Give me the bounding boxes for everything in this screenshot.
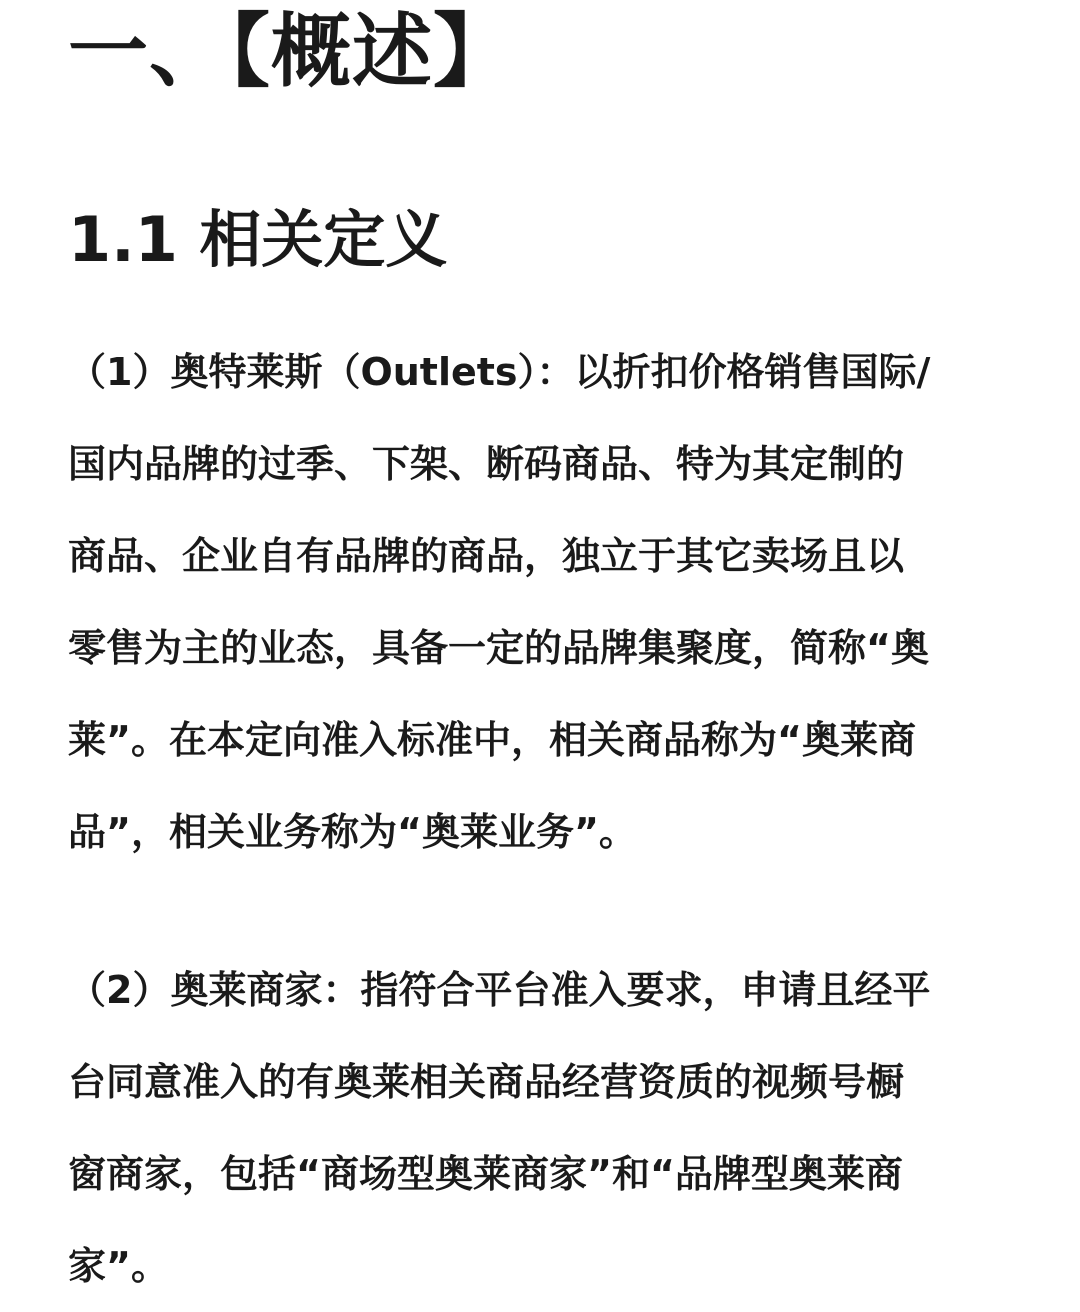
subsection-heading: 1.1 相关定义 [68,203,448,276]
paragraph-line: 品”，相关业务称为“奥莱业务”。 [68,810,637,854]
paragraph-line: 莱”。在本定向准入标准中，相关商品称为“奥莱商 [68,718,916,762]
paragraph-line: 国内品牌的过季、下架、断码商品、特为其定制的 [68,442,905,486]
definition-paragraph-2 [68,944,1018,1312]
definition-paragraph-1 [68,326,1018,878]
section-heading: 一、【概述】 [68,5,514,98]
paragraph-line: 零售为主的业态，具备一定的品牌集聚度，简称“奥 [68,626,929,670]
paragraph-line: 台同意准入的有奥莱相关商品经营资质的视频号橱 [68,1060,905,1104]
paragraph-line: 商品、企业自有品牌的商品，独立于其它卖场且以 [68,534,905,578]
paragraph-line: （2）奥莱商家：指符合平台准入要求，申请且经平 [68,968,931,1012]
paragraph-line: 家”。 [68,1244,169,1288]
paragraph-line: 窗商家，包括“商场型奥莱商家”和“品牌型奥莱商 [68,1152,903,1196]
paragraph-line: （1）奥特莱斯（Outlets）：以折扣价格销售国际/ [68,350,931,394]
